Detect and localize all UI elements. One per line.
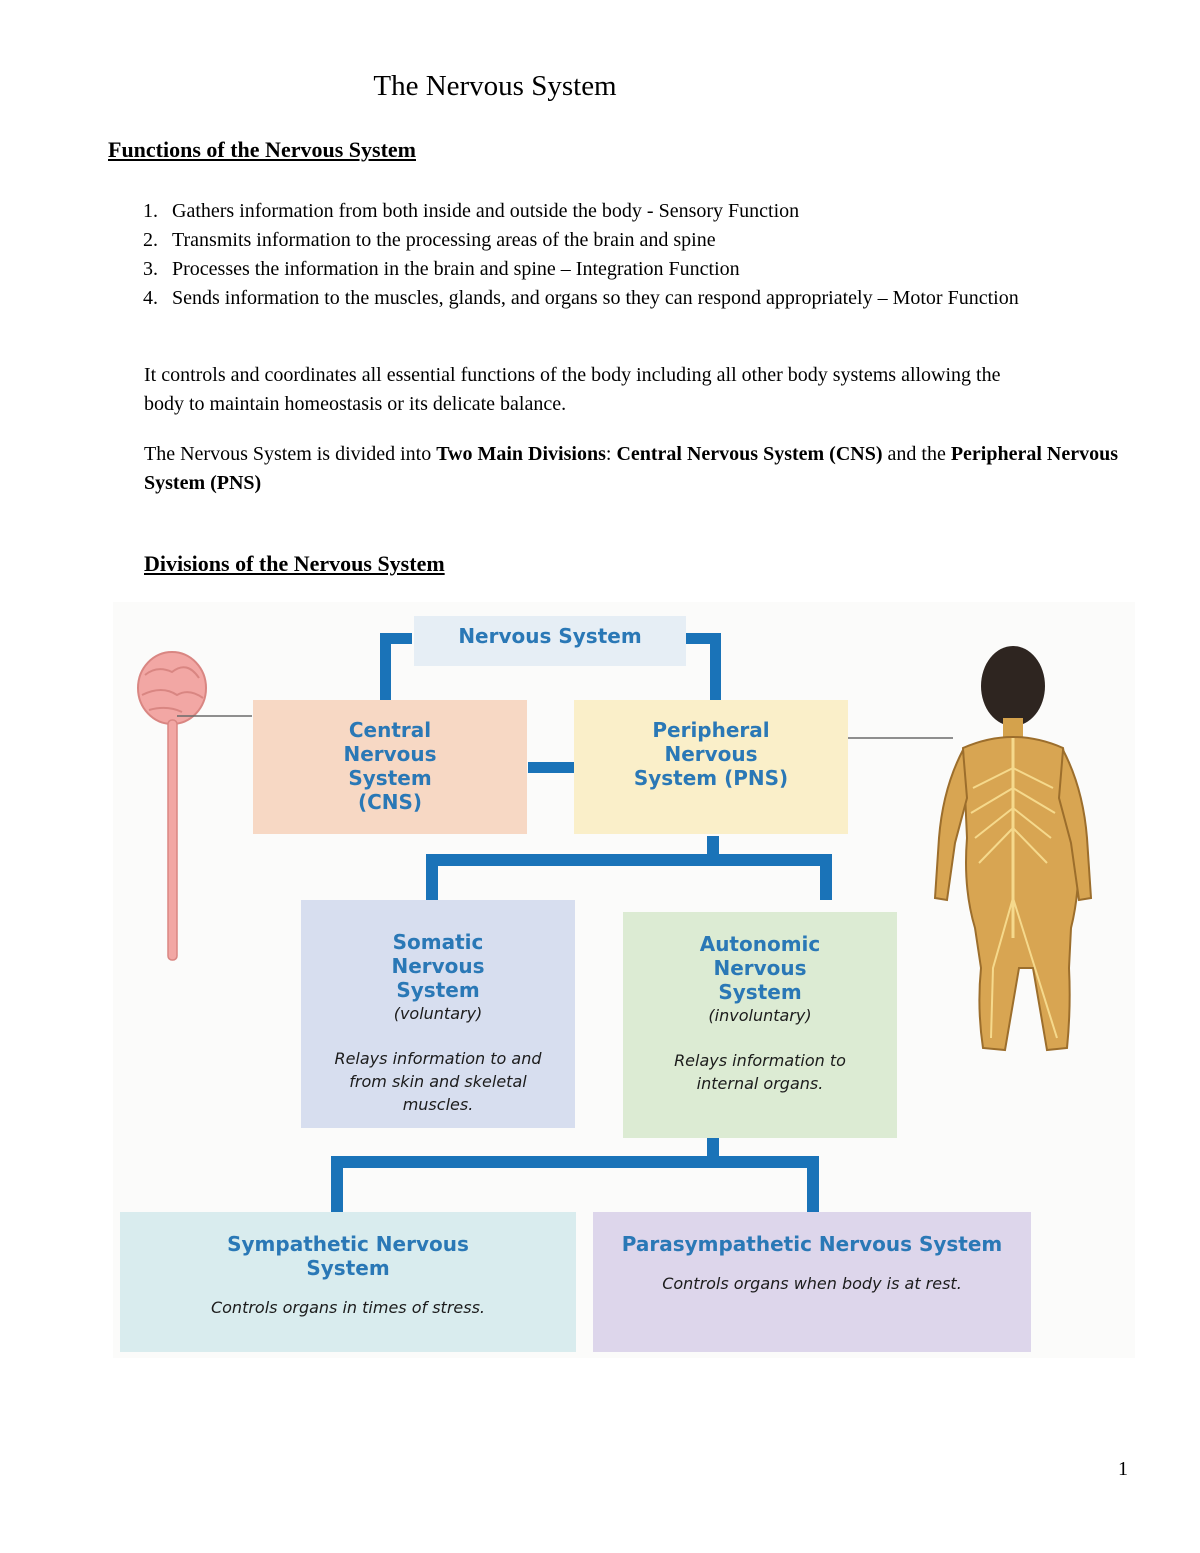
cns-box xyxy=(253,700,527,834)
connector xyxy=(331,1156,819,1168)
list-item-text: Processes the information in the brain and spine – Integration Function xyxy=(172,258,740,280)
connector xyxy=(707,1138,719,1158)
connector xyxy=(426,854,438,900)
bold-pns: Peripheral Nervous System (PNS) xyxy=(144,443,1119,494)
parasympathetic-box xyxy=(593,1212,1031,1352)
connector xyxy=(707,836,719,856)
box-title: Nervous System xyxy=(458,624,642,648)
connector xyxy=(528,762,576,773)
box-qualifier: (voluntary) xyxy=(393,1004,483,1023)
box-title: Sympathetic Nervous System xyxy=(227,1232,469,1280)
list-item xyxy=(143,197,1103,226)
box-description: Controls organs when body is at rest. xyxy=(662,1274,962,1293)
bold-cns: Central Nervous System (CNS) xyxy=(616,443,883,465)
box-title: Somatic Nervous System xyxy=(391,930,485,1002)
box-qualifier: (involuntary) xyxy=(708,1006,812,1025)
nervous-system-diagram xyxy=(113,602,1135,1358)
nervous-system-box xyxy=(414,616,686,666)
bold-two-main-divisions: Two Main Divisions xyxy=(436,443,606,465)
text-run: and the xyxy=(882,443,951,465)
page-number: 1 xyxy=(1118,1458,1128,1480)
box-description: Relays information to and from skin and skeletal muscles. xyxy=(334,1049,542,1114)
list-item xyxy=(143,255,1103,284)
human-figure-icon xyxy=(843,638,1133,1078)
divisions-paragraph xyxy=(144,440,1124,498)
connector xyxy=(380,633,391,700)
list-item-text: Transmits information to the processing areas of the brain and spine xyxy=(172,229,716,251)
connector xyxy=(820,854,832,900)
list-item-number: 1. xyxy=(143,200,158,222)
list-item-number: 3. xyxy=(143,258,158,280)
list-item-number: 2. xyxy=(143,229,158,251)
text-run: : xyxy=(605,443,617,465)
box-title: Autonomic Nervous System xyxy=(699,932,821,1004)
somatic-box xyxy=(301,900,575,1128)
list-item xyxy=(143,284,1103,313)
controls-paragraph: It controls and coordinates all essential functions of the body including all other body systems allowing the body to maintain homeostasis or its delicate balance. xyxy=(144,364,1001,415)
text-run: The Nervous System is divided into xyxy=(144,443,437,465)
pns-box xyxy=(574,700,848,834)
page-title: The Nervous System xyxy=(373,70,617,102)
box-title: Central Nervous System (CNS) xyxy=(343,718,437,814)
divisions-heading: Divisions of the Nervous System xyxy=(144,551,445,576)
connector xyxy=(331,1156,343,1212)
connector xyxy=(710,633,721,700)
list-item-number: 4. xyxy=(143,287,158,309)
box-description: Relays information to internal organs. xyxy=(674,1051,846,1093)
sympathetic-box xyxy=(120,1212,576,1352)
functions-heading: Functions of the Nervous System xyxy=(108,137,416,162)
brain-spinal-cord-icon xyxy=(127,650,257,970)
list-item xyxy=(143,226,1103,255)
functions-list xyxy=(143,197,1103,313)
connector xyxy=(807,1156,819,1212)
list-item-text: Gathers information from both inside and outside the body - Sensory Function xyxy=(172,200,800,222)
connector xyxy=(426,854,832,866)
box-title: Peripheral Nervous System (PNS) xyxy=(633,718,789,790)
box-description: Controls organs in times of stress. xyxy=(210,1298,486,1317)
list-item-text: Sends information to the muscles, glands, and organs so they can respond appropriately – Motor Function xyxy=(172,287,1019,309)
box-title: Parasympathetic Nervous System xyxy=(621,1232,1003,1256)
